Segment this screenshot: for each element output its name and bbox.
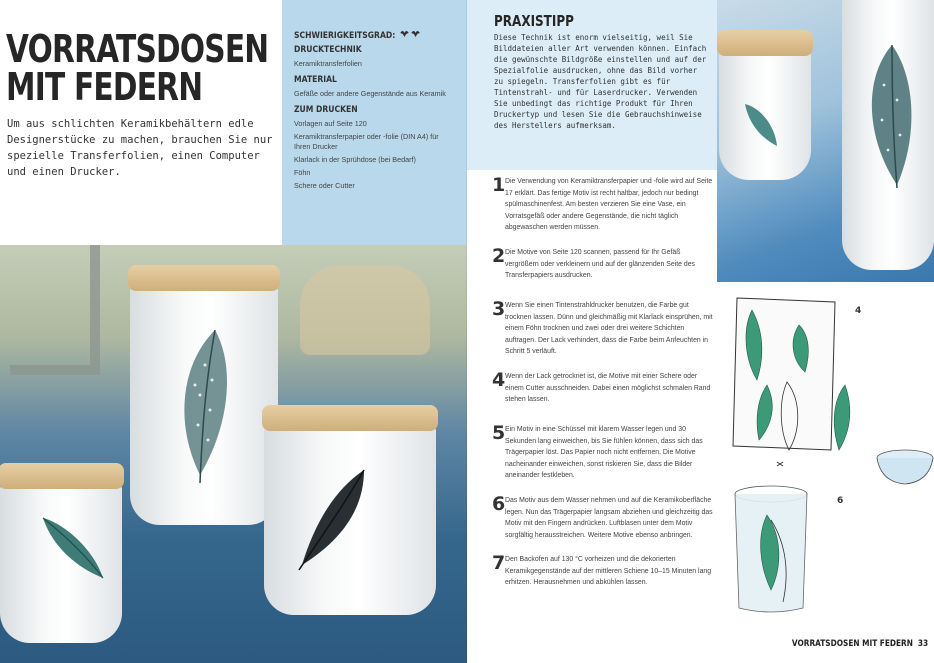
bird-icon [400, 30, 422, 41]
info-item: Vorlagen auf Seite 120 [294, 119, 367, 128]
step-2 [492, 244, 713, 287]
jar-lid [128, 265, 280, 291]
feather-spotted-icon [852, 40, 922, 190]
step-number: 7 [492, 552, 506, 575]
title-line-1: VORRATSDOSEN [6, 27, 269, 71]
jar-small [0, 483, 122, 643]
info-item: Keramiktransferpapier oder -folie (DIN A4) für Ihren Drucker [294, 132, 439, 151]
info-item: Keramiktransferfolien [294, 59, 362, 68]
intro-text: Um aus schlichten Keramikbehältern edle Designerstücke zu machen, brauchen Sie nur spezielle Transferfolien, einen Computer und einen Drucker. [7, 118, 273, 178]
step-number: 4 [492, 368, 506, 391]
step-text: Den Backofen auf 130 °C vorheizen und die dekorierten Keramikgegenstände auf der mittleren Schiene 10–15 Minuten lang erhitzen. Herausnehmen und abkühlen lassen. [505, 556, 712, 587]
info-section-material [294, 75, 455, 99]
step-1 [493, 176, 713, 234]
step-text: Die Motive von Seite 120 scannen, passend für Ihr Gefäß vergrößern oder verkleinern und auf der glänzenden Seite des Transferpapiers ausdrucken. [505, 248, 695, 280]
step-number: 1 [492, 174, 506, 196]
difficulty-label: SCHWIERIGKEITSGRAD: [294, 31, 396, 41]
materials-box [282, 0, 467, 245]
jar-closeup-left [719, 50, 811, 180]
step-text: Wenn Sie einen Tintenstrahldrucker benutzen, die Farbe gut trocknen lassen. Dünn und gleichmäßig mit Klarlack einsprühen, mit einem Föhn trocknen und zwei oder drei weitere Schichten auftragen. Der Lack verhindert, dass die Farbe beim Anfeuchten in Schritt 5 verläuft. [505, 301, 713, 356]
illustration-label-4: 4 [855, 306, 862, 316]
step-6 [492, 492, 713, 541]
info-section-printing [294, 105, 455, 191]
illustration-drawing [727, 290, 934, 620]
illustration-label-6: 6 [837, 496, 844, 506]
jar-lid [0, 463, 124, 489]
jar-lid [717, 30, 813, 56]
step-3 [492, 297, 713, 358]
step-text: Das Motiv aus dem Wasser nehmen und auf die Keramikoberfläche legen. Nun das Trägerpapier langsam abziehen und gleichzeitig das Motiv mit den Fingern andrücken. Luftblasen unter dem Motiv sorgfältig herausstreichen. Weitere Motive ebenso anbringen. [505, 496, 713, 539]
page-title [6, 27, 269, 109]
page-footer [792, 639, 928, 649]
step-number: 2 [492, 244, 506, 267]
info-heading: DRUCKTECHNIK [294, 45, 362, 55]
info-item: Föhn [294, 168, 311, 177]
page-number: 33 [917, 639, 928, 649]
info-item: Klarlack in der Sprühdose (bei Bedarf) [294, 155, 416, 164]
jars-photo [0, 245, 467, 663]
title-line-2: MIT FEDERN [6, 65, 203, 109]
info-heading: MATERIAL [294, 75, 337, 85]
step-text: Ein Motiv in eine Schüssel mit klarem Wasser legen und 30 Sekunden lang einweichen, bis Sie fühlen können, dass sich das Trägerpapier löst. Das Papier noch nicht entfernen. Die Motive nacheinander einweichen, sonst riskieren Sie, dass die Bilder aneinander festkleben. [505, 425, 703, 480]
jar-tall [130, 285, 278, 525]
feather-spotted-icon [160, 325, 240, 485]
info-item: Schere oder Cutter [294, 181, 355, 190]
tip-title: PRAXISTIPP [494, 12, 574, 30]
step-number: 6 [492, 492, 506, 515]
jars-closeup-photo [717, 0, 934, 282]
info-heading: ZUM DRUCKEN [294, 105, 358, 115]
feather-dark-icon [294, 465, 374, 575]
step-text: Die Verwendung von Keramiktransferpapier und -folie wird auf Seite 17 erklärt. Das fertige Motiv ist recht haltbar, jedoch nur bedingt spülmaschinenfest. Am besten verzieren Sie eine Vase, ein Vorratsgefäß oder andere Gegenstände, die nicht täglich abgewaschen werden müssen. [505, 178, 713, 232]
tip-box [467, 0, 717, 170]
feather-green-icon [38, 513, 108, 583]
step-4 [492, 368, 713, 411]
instruction-steps [493, 176, 713, 607]
tip-text: Diese Technik ist enorm vielseitig, weil Sie Bilddateien aller Art verwenden können. Einfach die gewünschte Bildgröße einstellen und auf der Spezialfolie ausdrucken, ohne das Bild vorher zu spiegeln. Transferfolien gibt es für Tintenstrahl- und für Laserdrucker. Verwenden Sie unbedingt das richtige Produkt für Ihren Druckertyp und lesen Sie die Gebrauchshinweise des Herstellers aufmerksam. [494, 33, 707, 130]
info-item: Gefäße oder andere Gegenstände aus Keramik [294, 89, 446, 98]
background-vessel [300, 265, 430, 355]
jar-medium [264, 425, 436, 615]
info-section-technique [294, 45, 455, 69]
step-7 [493, 554, 713, 594]
feather-green-icon [741, 100, 781, 150]
step-number: 5 [492, 421, 506, 444]
jar-lid [262, 405, 438, 431]
step-illustrations [727, 290, 934, 620]
jar-closeup-right [842, 0, 934, 270]
step-5 [492, 421, 713, 482]
step-text: Wenn der Lack getrocknet ist, die Motive mit einer Schere oder einem Cutter ausschneiden. Dabei einen möglichst schmalen Rand stehen lassen. [505, 372, 711, 404]
window-frame [10, 245, 100, 375]
right-page [467, 0, 934, 663]
difficulty-heading [294, 28, 431, 41]
step-number: 3 [492, 297, 506, 320]
footer-title: VORRATSDOSEN MIT FEDERN [791, 639, 913, 649]
